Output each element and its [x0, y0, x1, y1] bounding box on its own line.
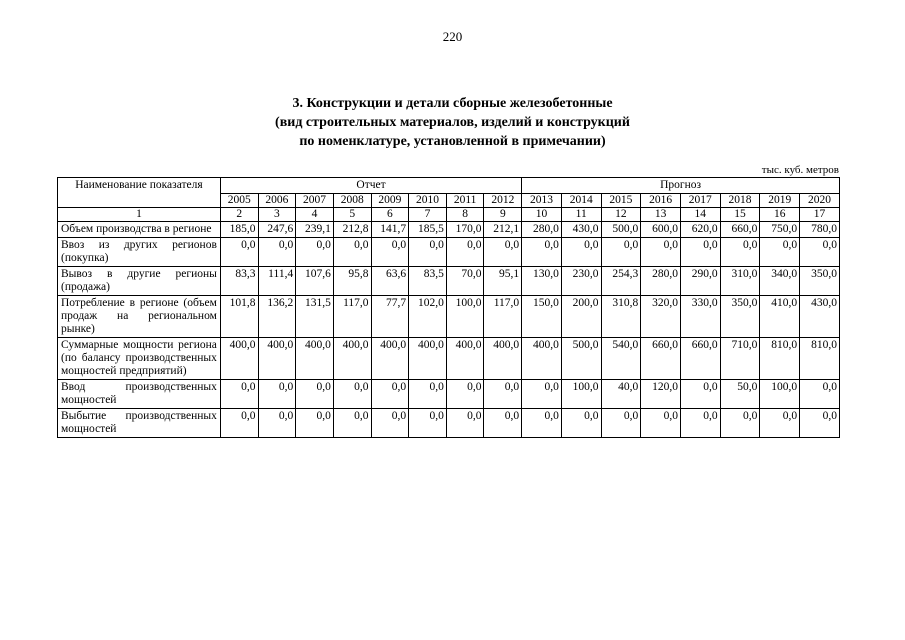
table-cell-value: 0,0 — [561, 409, 601, 438]
table-cell-value: 400,0 — [446, 338, 484, 380]
column-number: 11 — [561, 208, 601, 222]
table-cell-value: 136,2 — [258, 296, 296, 338]
title-line-2: (вид строительных материалов, изделий и конструкций — [275, 115, 630, 130]
table-row — [58, 296, 840, 338]
table-cell-value: 620,0 — [680, 222, 720, 238]
table-cell-value: 400,0 — [484, 338, 522, 380]
table-cell-value: 100,0 — [561, 380, 601, 409]
table-cell-value: 400,0 — [409, 338, 447, 380]
table-cell-value: 430,0 — [800, 296, 840, 338]
table-cell-value: 0,0 — [333, 380, 371, 409]
table-cell-value: 0,0 — [258, 409, 296, 438]
table-cell-value: 0,0 — [296, 238, 334, 267]
table-cell-value: 400,0 — [371, 338, 409, 380]
table-cell-value: 0,0 — [371, 409, 409, 438]
table-cell-value: 540,0 — [601, 338, 641, 380]
table-cell-value: 100,0 — [760, 380, 800, 409]
table-cell-value: 0,0 — [258, 238, 296, 267]
table-cell-value: 810,0 — [760, 338, 800, 380]
table-cell-value: 102,0 — [409, 296, 447, 338]
table-cell-value: 410,0 — [760, 296, 800, 338]
column-number: 7 — [409, 208, 447, 222]
table-cell-value: 120,0 — [641, 380, 681, 409]
table-cell-value: 500,0 — [561, 338, 601, 380]
header-year: 2020 — [800, 194, 840, 208]
header-year: 2017 — [680, 194, 720, 208]
table-cell-value: 0,0 — [446, 380, 484, 409]
table-cell-value: 247,6 — [258, 222, 296, 238]
table-cell-value: 0,0 — [680, 380, 720, 409]
column-number: 14 — [680, 208, 720, 222]
column-number: 12 — [601, 208, 641, 222]
column-number: 1 — [58, 208, 221, 222]
header-group-report: Отчет — [220, 178, 521, 194]
table-cell-value: 230,0 — [561, 267, 601, 296]
column-number: 17 — [800, 208, 840, 222]
table-cell-value: 70,0 — [446, 267, 484, 296]
table-cell-value: 95,1 — [484, 267, 522, 296]
table-cell-value: 0,0 — [258, 380, 296, 409]
table-cell-value: 131,5 — [296, 296, 334, 338]
indicator-name: Вывоз в другие регионы (продажа) — [58, 267, 221, 296]
table-cell-value: 0,0 — [446, 409, 484, 438]
table-cell-value: 95,8 — [333, 267, 371, 296]
table-cell-value: 0,0 — [601, 409, 641, 438]
table-cell-value: 0,0 — [371, 238, 409, 267]
header-year: 2005 — [220, 194, 258, 208]
header-year: 2007 — [296, 194, 334, 208]
header-year: 2019 — [760, 194, 800, 208]
table-cell-value: 101,8 — [220, 296, 258, 338]
header-year: 2006 — [258, 194, 296, 208]
table-cell-value: 0,0 — [220, 238, 258, 267]
table-row — [58, 338, 840, 380]
table-cell-value: 117,0 — [333, 296, 371, 338]
header-year: 2010 — [409, 194, 447, 208]
table-cell-value: 400,0 — [258, 338, 296, 380]
indicator-name: Ввод производственных мощностей — [58, 380, 221, 409]
header-year: 2014 — [561, 194, 601, 208]
table-cell-value: 0,0 — [800, 380, 840, 409]
table-cell-value: 77,7 — [371, 296, 409, 338]
table-cell-value: 107,6 — [296, 267, 334, 296]
table-cell-value: 0,0 — [333, 238, 371, 267]
table-cell-value: 0,0 — [641, 238, 681, 267]
table-cell-value: 280,0 — [641, 267, 681, 296]
table-row — [58, 380, 840, 409]
table-cell-value: 320,0 — [641, 296, 681, 338]
table-cell-value: 83,5 — [409, 267, 447, 296]
header-year: 2009 — [371, 194, 409, 208]
table-cell-value: 100,0 — [446, 296, 484, 338]
table-cell-value: 330,0 — [680, 296, 720, 338]
header-year: 2011 — [446, 194, 484, 208]
table-cell-value: 0,0 — [522, 238, 562, 267]
column-number: 13 — [641, 208, 681, 222]
table-cell-value: 0,0 — [220, 409, 258, 438]
table-cell-value: 83,3 — [220, 267, 258, 296]
table-cell-value: 185,0 — [220, 222, 258, 238]
header-year: 2016 — [641, 194, 681, 208]
header-year: 2018 — [720, 194, 760, 208]
table-cell-value: 810,0 — [800, 338, 840, 380]
table-row — [58, 238, 840, 267]
header-indicator-name: Наименование показателя — [58, 178, 221, 208]
table-row — [58, 409, 840, 438]
table-cell-value: 660,0 — [641, 338, 681, 380]
table-cell-value: 150,0 — [522, 296, 562, 338]
column-number: 16 — [760, 208, 800, 222]
table-cell-value: 130,0 — [522, 267, 562, 296]
table-cell-value: 0,0 — [680, 238, 720, 267]
header-year: 2012 — [484, 194, 522, 208]
table-cell-value: 0,0 — [561, 238, 601, 267]
table-cell-value: 310,8 — [601, 296, 641, 338]
table-cell-value: 600,0 — [641, 222, 681, 238]
table-cell-value: 290,0 — [680, 267, 720, 296]
table-cell-value: 0,0 — [800, 409, 840, 438]
data-table — [57, 177, 840, 438]
table-cell-value: 0,0 — [522, 380, 562, 409]
table-cell-value: 0,0 — [220, 380, 258, 409]
column-number: 10 — [522, 208, 562, 222]
table-cell-value: 0,0 — [333, 409, 371, 438]
table-cell-value: 0,0 — [720, 409, 760, 438]
indicator-name: Ввоз из других регионов (покупка) — [58, 238, 221, 267]
table-cell-value: 430,0 — [561, 222, 601, 238]
header-row-groups — [58, 178, 840, 194]
table-cell-value: 310,0 — [720, 267, 760, 296]
table-cell-value: 750,0 — [760, 222, 800, 238]
table-row — [58, 267, 840, 296]
column-number: 3 — [258, 208, 296, 222]
table-cell-value: 0,0 — [760, 238, 800, 267]
table-cell-value: 350,0 — [800, 267, 840, 296]
table-cell-value: 0,0 — [484, 380, 522, 409]
title-line-3: по номенклатуре, установленной в примечании) — [299, 134, 606, 149]
table-cell-value: 400,0 — [333, 338, 371, 380]
table-cell-value: 0,0 — [409, 238, 447, 267]
table-row — [58, 222, 840, 238]
table-cell-value: 0,0 — [296, 380, 334, 409]
table-cell-value: 117,0 — [484, 296, 522, 338]
table-cell-value: 0,0 — [484, 238, 522, 267]
table-cell-value: 500,0 — [601, 222, 641, 238]
table-cell-value: 0,0 — [296, 409, 334, 438]
table-cell-value: 0,0 — [484, 409, 522, 438]
table-cell-value: 780,0 — [800, 222, 840, 238]
indicator-name: Объем производства в регионе — [58, 222, 221, 238]
table-cell-value: 0,0 — [760, 409, 800, 438]
table-cell-value: 0,0 — [720, 238, 760, 267]
header-year: 2015 — [601, 194, 641, 208]
column-number: 4 — [296, 208, 334, 222]
table-cell-value: 660,0 — [680, 338, 720, 380]
table-cell-value: 212,1 — [484, 222, 522, 238]
column-number: 15 — [720, 208, 760, 222]
table-cell-value: 170,0 — [446, 222, 484, 238]
table-cell-value: 0,0 — [601, 238, 641, 267]
table-cell-value: 50,0 — [720, 380, 760, 409]
table-cell-value: 0,0 — [680, 409, 720, 438]
table-cell-value: 212,8 — [333, 222, 371, 238]
table-cell-value: 40,0 — [601, 380, 641, 409]
header-row-column-numbers — [58, 208, 840, 222]
header-year: 2008 — [333, 194, 371, 208]
indicator-name: Потребление в регионе (объем продаж на региональном рынке) — [58, 296, 221, 338]
table-cell-value: 0,0 — [641, 409, 681, 438]
page-number: 220 — [442, 29, 463, 44]
table-cell-value: 0,0 — [409, 409, 447, 438]
column-number: 5 — [333, 208, 371, 222]
table-cell-value: 254,3 — [601, 267, 641, 296]
table-cell-value: 710,0 — [720, 338, 760, 380]
table-cell-value: 340,0 — [760, 267, 800, 296]
table-cell-value: 141,7 — [371, 222, 409, 238]
table-cell-value: 660,0 — [720, 222, 760, 238]
header-year: 2013 — [522, 194, 562, 208]
table-cell-value: 350,0 — [720, 296, 760, 338]
table-cell-value: 0,0 — [409, 380, 447, 409]
table-cell-value: 111,4 — [258, 267, 296, 296]
indicator-name: Суммарные мощности региона (по балансу производственных мощностей предприятий) — [58, 338, 221, 380]
table-cell-value: 0,0 — [446, 238, 484, 267]
header-group-forecast: Прогноз — [522, 178, 840, 194]
table-cell-value: 200,0 — [561, 296, 601, 338]
table-cell-value: 400,0 — [296, 338, 334, 380]
table-cell-value: 185,5 — [409, 222, 447, 238]
document-title — [0, 94, 905, 151]
table-cell-value: 239,1 — [296, 222, 334, 238]
column-number: 9 — [484, 208, 522, 222]
table-cell-value: 400,0 — [220, 338, 258, 380]
title-line-1: 3. Конструкции и детали сборные железобетонные — [292, 96, 613, 111]
table-body — [58, 222, 840, 438]
column-number: 8 — [446, 208, 484, 222]
column-number: 6 — [371, 208, 409, 222]
column-number: 2 — [220, 208, 258, 222]
table-cell-value: 0,0 — [800, 238, 840, 267]
table-cell-value: 0,0 — [522, 409, 562, 438]
table-cell-value: 280,0 — [522, 222, 562, 238]
table-cell-value: 400,0 — [522, 338, 562, 380]
unit-label: тыс. куб. метров — [761, 164, 839, 176]
table-cell-value: 0,0 — [371, 380, 409, 409]
table-cell-value: 63,6 — [371, 267, 409, 296]
indicator-name: Выбытие производственных мощностей — [58, 409, 221, 438]
